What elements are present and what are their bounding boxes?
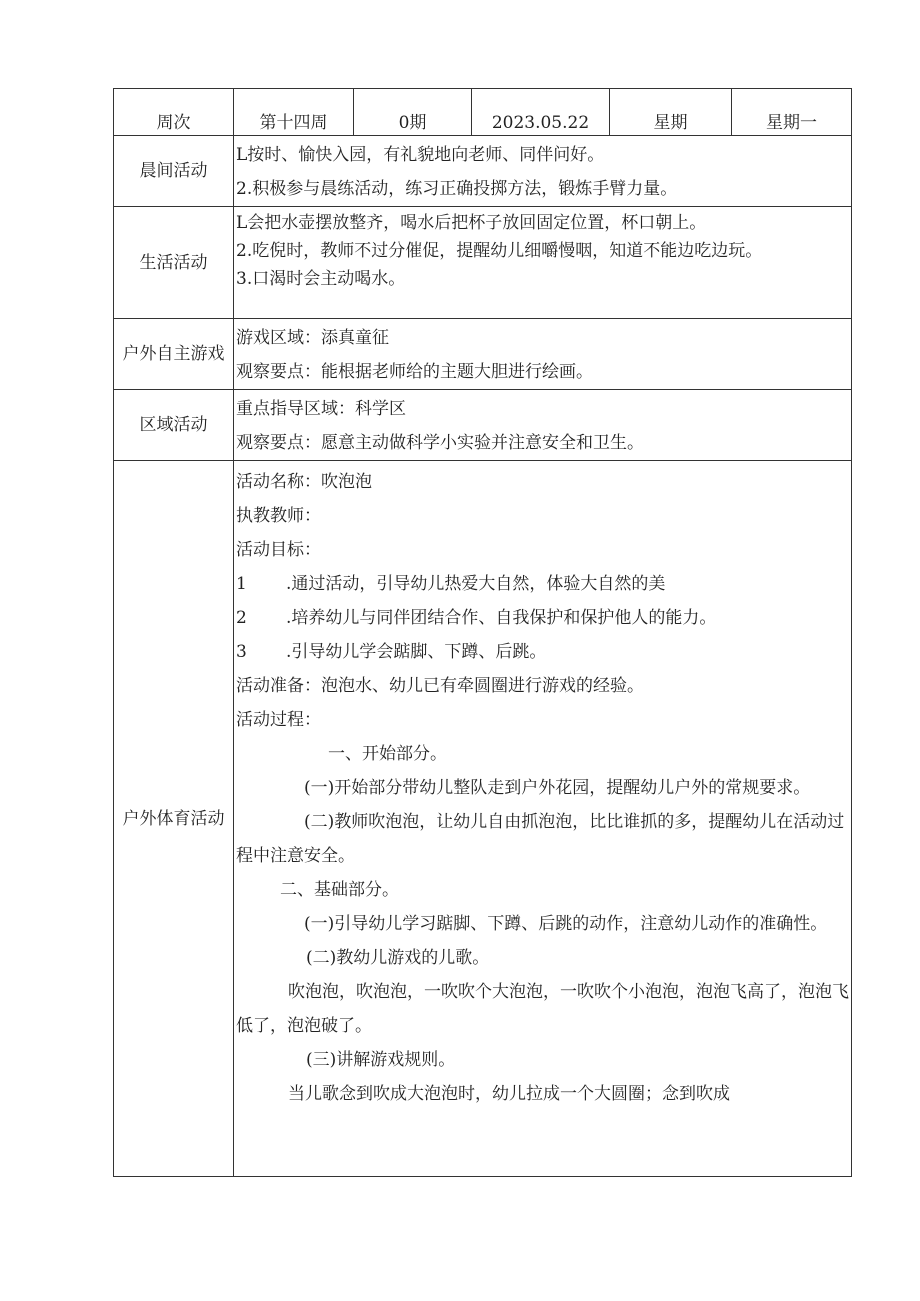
pe-row bbox=[114, 461, 852, 1177]
pe-content bbox=[234, 461, 852, 1177]
weekday-value: 星期一 bbox=[732, 89, 852, 136]
pe-name: 活动名称：吹泡泡 bbox=[236, 472, 372, 492]
week-label: 周次 bbox=[114, 89, 234, 136]
pe-label bbox=[114, 461, 234, 1177]
pe-section-2a: (一)引导幼儿学习踮脚、下蹲、后跳的动作，注意幼儿动作的准确性。 bbox=[304, 914, 828, 934]
goal-number: 1 bbox=[236, 574, 247, 594]
outdoor-free-row bbox=[114, 319, 852, 390]
morning-line-2: 2.积极参与晨练活动，练习正确投掷方法，锻炼手臂力量。 bbox=[236, 179, 678, 199]
area-row bbox=[114, 390, 852, 461]
area-line-2: 观察要点：愿意主动做科学小实验并注意安全和卫生。 bbox=[236, 433, 644, 453]
pe-goal-3 bbox=[236, 635, 851, 669]
weekday-label: 星期 bbox=[610, 89, 732, 136]
goal-text: .引导幼儿学会踮脚、下蹲、后跳。 bbox=[286, 642, 547, 662]
outdoor-free-label-text: 户外自主游戏 bbox=[122, 344, 225, 364]
life-row bbox=[114, 207, 852, 319]
goal-number: 2 bbox=[236, 608, 247, 628]
life-content bbox=[234, 207, 852, 319]
pe-section-2c: (三)讲解游戏规则。 bbox=[306, 1050, 456, 1070]
pe-teacher: 执教教师： bbox=[236, 506, 321, 526]
schedule-page bbox=[113, 88, 851, 1177]
life-line-2: 2.吃倪时，教师不过分催促，提醒幼儿细嚼慢咽，知道不能边吃边玩。 bbox=[236, 241, 763, 261]
pe-goal-1 bbox=[236, 567, 851, 601]
outdoor-free-line-2: 观察要点：能根据老师给的主题大胆进行绘画。 bbox=[236, 362, 593, 382]
outdoor-free-line-1: 游戏区域：添真童征 bbox=[236, 328, 389, 348]
pe-rule: 当儿歌念到吹成大泡泡时，幼儿拉成一个大圆圈；念到吹成 bbox=[288, 1084, 730, 1103]
date: 2023.05.22 bbox=[472, 89, 610, 136]
week-value: 第十四周 bbox=[234, 89, 354, 136]
area-line-1: 重点指导区域：科学区 bbox=[236, 399, 406, 419]
pe-prep: 活动准备：泡泡水、幼儿已有牵圆圈进行游戏的经验。 bbox=[236, 676, 644, 696]
header-row bbox=[114, 89, 852, 136]
morning-content bbox=[234, 136, 852, 207]
pe-song: 吹泡泡，吹泡泡，一吹吹个大泡泡，一吹吹个小泡泡，泡泡飞高了，泡泡飞低了，泡泡破了。 bbox=[236, 982, 849, 1036]
pe-section-2b: (二)教幼儿游戏的儿歌。 bbox=[306, 948, 490, 968]
goal-text: .通过活动，引导幼儿热爱大自然，体验大自然的美 bbox=[286, 574, 666, 594]
outdoor-free-content bbox=[234, 319, 852, 390]
schedule-table bbox=[113, 88, 852, 1177]
pe-label-text: 户外体育活动 bbox=[122, 808, 225, 829]
morning-label: 晨间活动 bbox=[114, 136, 234, 207]
morning-row bbox=[114, 136, 852, 207]
goal-number: 3 bbox=[236, 642, 247, 662]
period: 0期 bbox=[354, 89, 472, 136]
area-content bbox=[234, 390, 852, 461]
life-line-3: 3.口渴时会主动喝水。 bbox=[236, 269, 406, 289]
pe-section-2: 二、基础部分。 bbox=[280, 880, 399, 900]
pe-process-title: 活动过程： bbox=[236, 710, 321, 730]
pe-section-1a: (一)开始部分带幼儿整队走到户外花园，提醒幼儿户外的常规要求。 bbox=[304, 778, 811, 798]
pe-goals-title: 活动目标： bbox=[236, 540, 321, 560]
area-label: 区域活动 bbox=[114, 390, 234, 461]
pe-section-1: 一、开始部分。 bbox=[328, 744, 447, 764]
morning-line-1: L按时、愉快入园，有礼貌地向老师、同伴问好。 bbox=[236, 145, 605, 165]
outdoor-free-label bbox=[114, 319, 234, 390]
goal-text: .培养幼儿与同伴团结合作、自我保护和保护他人的能力。 bbox=[286, 608, 717, 628]
pe-goal-2 bbox=[236, 601, 851, 635]
life-label: 生活活动 bbox=[114, 207, 234, 319]
life-line-1: L会把水壶摆放整齐，喝水后把杯子放回固定位置，杯口朝上。 bbox=[236, 213, 707, 233]
pe-section-1b: (二)教师吹泡泡，让幼儿自由抓泡泡，比比谁抓的多，提醒幼儿在活动过程中注意安全。 bbox=[236, 812, 845, 866]
